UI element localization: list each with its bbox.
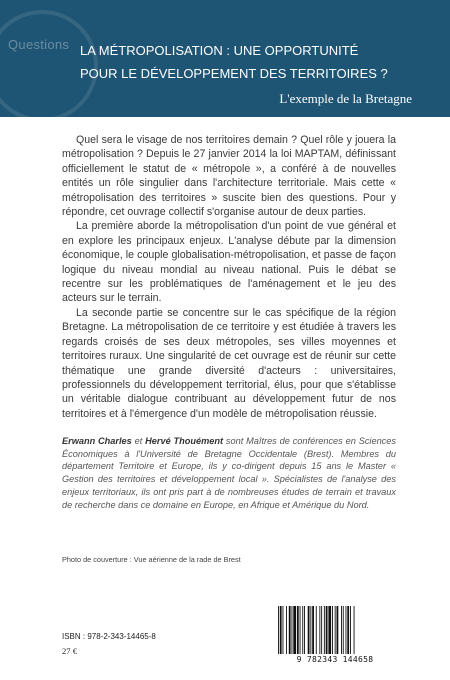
barcode-icon (278, 606, 390, 654)
barcode-bar (321, 606, 322, 654)
author-2-name: Hervé Thouément (145, 436, 224, 446)
book-subtitle: L'exemple de la Bretagne (279, 91, 412, 106)
barcode-bar (347, 606, 349, 654)
book-title (80, 39, 440, 85)
barcode-number: 9 782343 144658 (296, 655, 374, 664)
barcode-bar (337, 606, 339, 654)
price: 27 € (62, 646, 78, 656)
barcode-bar (346, 606, 347, 654)
barcode-bar (283, 606, 284, 654)
barcode-bar (326, 606, 328, 654)
barcode-bar (310, 606, 311, 654)
blurb-paragraph-2: La première aborde la métropolisation d'un point de vue général et en explore les principaux enjeux. L'analyse débute par la dimension économique, le couple globalisation-métropolisation, et passe de façon logique du niveau mondial au niveau national. Puis le débat se recentre sur les problématiques de l'aménagement et le jeu des acteurs sur le terrain. (62, 220, 396, 305)
author-connector: et (131, 436, 146, 446)
title-line-2: POUR LE DÉVELOPPEMENT DES TERRITOIRES ? (80, 66, 388, 81)
barcode-bar (304, 606, 305, 654)
barcode-bar (324, 606, 325, 654)
barcode-bar (335, 606, 336, 654)
barcode-bar (293, 606, 296, 654)
barcode-bar (308, 606, 310, 654)
author-bio (62, 435, 396, 511)
barcode-bar (328, 606, 331, 654)
blurb-paragraph-1: Quel sera le visage de nos territoires demain ? Quel rôle y jouera la métropolisation ? Depuis le 27 janvier 2014 la loi MAPTAM, définissant officiellement le statut de « métropole », a conféré à de nouvelles entités un rôle singulier dans l'architecture territoriale. Mais cette « métropolisation des territoires » suscite bien des questions. Pour y répondre, cet ouvrage collectif s'organise autour de deux parties. (62, 134, 396, 219)
header-banner (0, 0, 450, 117)
author-bio-text: sont Maîtres de conférences en Sciences Économiques à l'Université de Bretagne Occidentale (Brest). Membres du département Territoire et Europe, ils y co-dirigent depuis 15 ans le Master « Gestion des territoires et développement local ». Spécialistes de l'analyse des enjeux territoriaux, ils ont pris part à de nombreuses études de terrain et travaux de recherche dans ce domaine en Europe, en Afrique et Amérique du Nord. (62, 436, 396, 510)
author-1-name: Erwann Charles (62, 436, 132, 446)
barcode-bar (297, 606, 299, 654)
barcode-bar (332, 606, 333, 654)
isbn: ISBN : 978-2-343-14465-8 (62, 632, 156, 641)
barcode-bar (354, 606, 355, 654)
barcode-bar (312, 606, 314, 654)
barcode-bar (289, 606, 291, 654)
barcode-bar (350, 606, 351, 654)
series-name: Questions (8, 37, 70, 52)
barcode-bar (278, 606, 279, 654)
barcode-bar (292, 606, 293, 654)
barcode-bar (302, 606, 303, 654)
barcode-bar (300, 606, 301, 654)
title-line-1: LA MÉTROPOLISATION : UNE OPPORTUNITÉ (80, 43, 359, 58)
barcode-bar (280, 606, 282, 654)
blurb-paragraph-3: La seconde partie se concentre sur le cas spécifique de la région Bretagne. La métropolisation de ce territoire y est étudiée à travers les regards croisés de ses deux métropoles, ses villes moyennes et territoires ruraux. Une singularité de cet ouvrage est de réunir sur cette thématique une grande diversité d'acteurs : universitaires, professionnels du développement territorial, élus, pour que s'établisse un véritable dialogue contribuant au développement futur de nos territoires et à l'émergence d'un modèle de métropolisation réussie. (62, 306, 396, 420)
blurb (62, 133, 396, 421)
barcode-bar (316, 606, 317, 654)
barcode-bar (286, 606, 287, 654)
barcode (268, 602, 400, 668)
barcode-bar (319, 606, 320, 654)
barcode-bar (343, 606, 344, 654)
barcode-bar (341, 606, 342, 654)
photo-credit: Photo de couverture : Vue aérienne de la rade de Brest (62, 555, 241, 564)
